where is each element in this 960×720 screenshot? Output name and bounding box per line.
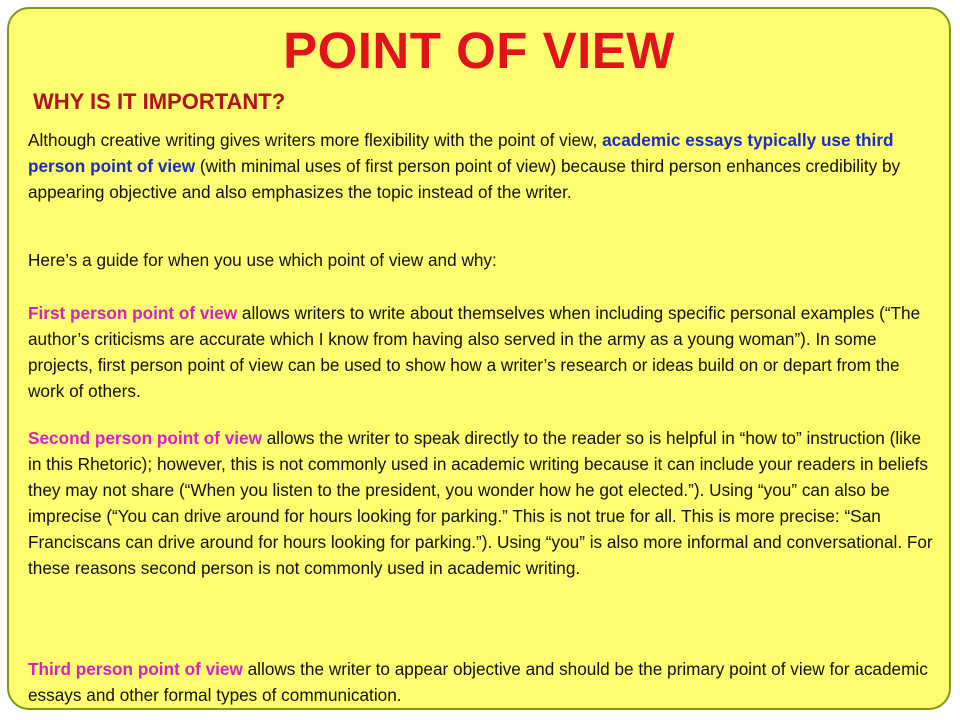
third-person-paragraph [28,656,933,708]
second-person-label: Second person point of view [28,428,262,448]
intro-text-after: (with minimal uses of first person point of view) because third person enhances credibility by appearing objective and also emphasizes the topic instead of the writer. [28,156,901,202]
first-person-label: First person point of view [28,303,238,323]
second-person-paragraph [28,425,933,581]
academic-essays-highlight: academic essays typically use third person point of view [28,130,894,176]
slide-subtitle: WHY IS IT IMPORTANT? [33,89,286,114]
third-person-label: Third person point of view [28,659,243,679]
first-person-paragraph [28,300,933,404]
third-person-text: allows the writer to appear objective and should be the primary point of view for academic essays and other formal types of communication. [28,659,928,705]
guide-paragraph: Here’s a guide for when you use which point of view and why: [28,250,497,270]
intro-text-before: Although creative writing gives writers more flexibility with the point of view, [28,130,603,150]
first-person-text: allows writers to write about themselves when including specific personal examples (“The author’s criticisms are accurate which I know from having also served in the army as a young woman”). In some projects, first person point of view can be used to show how a writer’s research or ideas build on or depart from the work of others. [28,303,921,401]
intro-paragraph [28,127,933,205]
slide-title: POINT OF VIEW [283,22,675,79]
slide [7,7,951,710]
second-person-text: allows the writer to speak directly to the reader so is helpful in “how to” instruction (like in this Rhetoric); however, this is not commonly used in academic writing because it can include your readers in beliefs they may not share (“When you listen to the president, you wonder how he got elected.”). Using “you” can also be imprecise (“You can drive around for hours looking for parking.” This is not true for all. This is more precise: “San Franciscans can drive around for hours looking for parking.”). Using “you” is also more informal and conversational. For these reasons second person is not commonly used in academic writing. [28,428,933,578]
